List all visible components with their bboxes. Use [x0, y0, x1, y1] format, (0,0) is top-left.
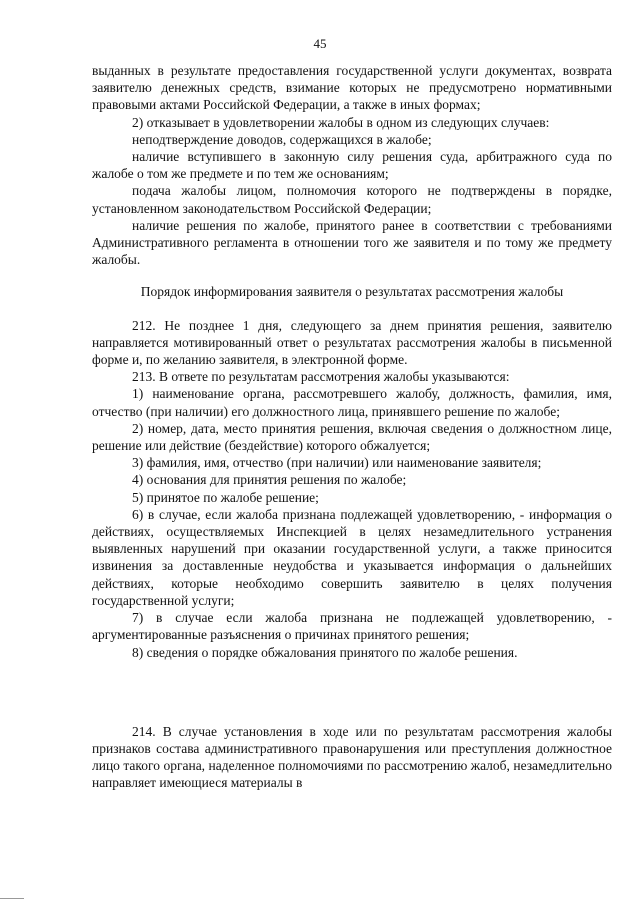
- list-item: 4) основания для принятия решения по жалобе;: [132, 472, 407, 488]
- list-item: 8) сведения о порядке обжалования принятого по жалобе решения.: [132, 644, 518, 660]
- paragraph: подача жалобы лицом, полномочия которого не подтверждены в порядке, установленном законодательством Российской Федерации;: [92, 183, 612, 216]
- list-item: 5) принятое по жалобе решение;: [132, 489, 319, 505]
- paragraph: 2) отказывает в удовлетворении жалобы в одном из следующих случаев:: [132, 114, 550, 130]
- paragraph: наличие решения по жалобе, принятого ранее в соответствии с требованиями Административного регламента в отношении того же заявителя и по тому же предмету жалобы.: [92, 217, 612, 268]
- page-edge-mark: [0, 898, 24, 899]
- list-item: 1) наименование органа, рассмотревшего жалобу, должность, фамилия, имя, отчество (при наличии) его должностного лица, принявшего решение по жалобе;: [92, 386, 612, 419]
- paragraph: неподтверждение доводов, содержащихся в жалобе;: [132, 131, 432, 147]
- list-item: 7) в случае если жалоба признана не подлежащей удовлетворению, - аргументированные разъяснения о причинах принятого решения;: [92, 610, 612, 643]
- paragraph: 214. В случае установления в ходе или по результатам рассмотрения жалобы признаков состава административного правонарушения или преступления должностное лицо такого органа, наделенное полномочиями по рассмотрению жалоб, незамедлительно направляет имеющиеся материалы в: [92, 723, 612, 791]
- page-number: 45: [313, 36, 327, 51]
- list-item: 3) фамилия, имя, отчество (при наличии) или наименование заявителя;: [132, 455, 542, 471]
- document-body: [92, 62, 612, 792]
- list-item: 6) в случае, если жалоба признана подлежащей удовлетворению, - информация о действиях, осуществляемых Инспекцией в целях незамедлительного устранения выявленных нарушений при оказании государственной услуги, а также приносится извинения за доставленные неудобства и указывается информация о дальнейших действиях, которые необходимо совершить заявителю в целях получения государственной услуги;: [92, 506, 612, 608]
- list-item: 2) номер, дата, место принятия решения, включая сведения о должностном лице, решение или действие (бездействие) которого обжалуется;: [92, 420, 612, 454]
- paragraph: 212. Не позднее 1 дня, следующего за днем принятия решения, заявителю направляется мотивированный ответ о результатах рассмотрения жалобы в письменной форме и, по желанию заявителя, в электронной форме.: [92, 317, 612, 368]
- paragraph: наличие вступившего в законную силу решения суда, арбитражного суда по жалобе о том же предмете и по тем же основаниям;: [92, 149, 612, 182]
- paragraph: выданных в результате предоставления государственной услуги документах, возврата заявителю денежных средств, взимание которых не предусмотрено нормативными правовыми актами Российской Федерации, а также в иных формах;: [92, 63, 612, 113]
- spacer: [92, 661, 612, 723]
- paragraph: 213. В ответе по результатам рассмотрения жалобы указываются:: [132, 369, 510, 385]
- section-heading: Порядок информирования заявителя о результатах рассмотрения жалобы: [140, 284, 564, 300]
